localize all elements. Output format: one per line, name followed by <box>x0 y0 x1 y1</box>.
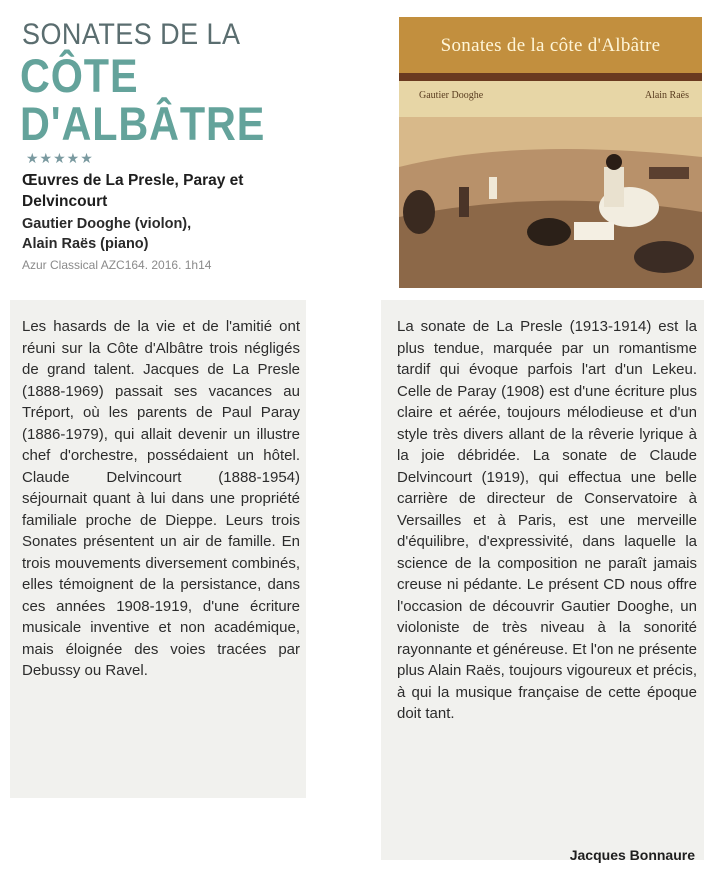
album-cover <box>399 17 702 288</box>
works-title: Œuvres de La Presle, Paray et Delvincourt <box>22 172 244 210</box>
rating-stars: ★★★★★ <box>26 150 94 166</box>
cover-title: Sonates de la côte d'Albâtre <box>440 35 661 56</box>
headline-line-2: D'ALBÂTRE <box>20 97 266 150</box>
review-headline <box>20 49 266 150</box>
cover-name-right: Alain Raës <box>644 90 689 101</box>
headline-line-1: CÔTE <box>20 49 139 102</box>
label-info: Azur Classical AZC164. 2016. 1h14 <box>22 258 212 272</box>
performers <box>22 214 312 254</box>
review-paragraph-right: La sonate de La Presle (1913-1914) est la plus tendue, marquée par un romantisme tardif qui évoque parfois l'art d'un Lekeu. Celle de Paray (1908) est d'une écriture plus claire et aérée, toujours mélodieuse et d'un style très divers allant de la rêverie lyrique à la joie débridée. La sonate de Claude Delvincourt (1919), qui effectua une belle carrière de directeur de Conservatoire à Versailles et à Paris, est une merveille d'équilibre, d'expressivité, dans laquelle la science de la composition ne paraît jamais creuse ni pédante. Le présent CD nous offre l'occasion de découvrir Gautier Dooghe, un violoniste de très niveau à la sonorité rayonnante et généreuse. Et l'on ne présente plus Alain Raës, toujours vigoureux et précis, à qui la musique française de cette époque doit tant. <box>397 318 697 722</box>
cover-name-left: Gautier Dooghe <box>419 90 484 101</box>
performer-violin: Gautier Dooghe (violon), <box>22 216 192 232</box>
performer-piano: Alain Raës (piano) <box>22 236 149 252</box>
cover-artists <box>419 90 689 101</box>
review-kicker: SONATES DE LA <box>22 18 241 51</box>
cover-painting <box>399 17 702 288</box>
review-signature: Jacques Bonnaure <box>569 847 695 863</box>
review-body-right <box>397 316 697 725</box>
review-paragraph-left: Les hasards de la vie et de l'amitié ont réuni sur la Côte d'Albâtre trois négligés de grand talent. Jacques de La Presle (1888-1969) passait ses vacances au Tréport, où les parents de Paul Paray (1886-1979), qui allait devenir un illustre chef d'orchestre, possédaient un hôtel. Claude Delvincourt (1888-1954) séjournait quant à lui dans une propriété familiale proche de Dieppe. Leurs trois Sonates présentent un air de famille. En trois mouvements diversement combinés, elles témoignent de la persistance, dans ces années 1908-1919, d'une écriture musicale inventive et non académique, mais éloignée des voies tracées par Debussy ou Ravel. <box>22 318 300 679</box>
review-body-left <box>22 316 300 682</box>
